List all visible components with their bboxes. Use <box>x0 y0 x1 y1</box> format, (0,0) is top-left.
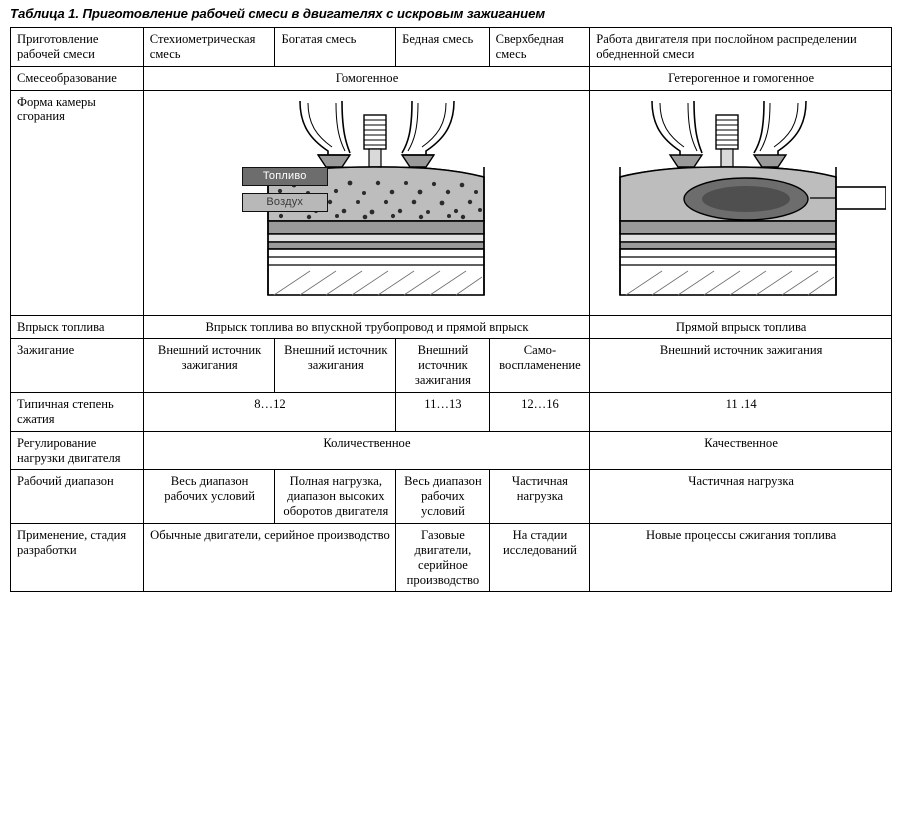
cell-mixing-homogeneous: Гомогенное <box>143 66 589 90</box>
row-label-injection: Впрыск топлива <box>11 315 144 339</box>
table-row-ignition <box>11 339 892 393</box>
row-label-application: Применение, стадия разработки <box>11 524 144 592</box>
cell-application-new-processes: Новые процессы сжигания топлива <box>590 524 892 592</box>
cell-load-quantitative: Количественное <box>143 431 589 470</box>
cell-ignition-stoichiometric: Внешний источник зажигания <box>143 339 275 393</box>
homogeneous-engine-illustration <box>150 95 584 311</box>
header-cell-rowhead: Приготовление рабочей смеси <box>11 28 144 67</box>
mixture-preparation-table <box>10 27 892 592</box>
row-label-ignition: Зажигание <box>11 339 144 393</box>
cell-compression-8-12: 8…12 <box>143 393 395 432</box>
table-row-chamber <box>11 90 892 315</box>
header-cell-lean: Бедная смесь <box>396 28 490 67</box>
cell-compression-11-13: 11…13 <box>396 393 490 432</box>
cell-injection-left: Впрыск топлива во впускной трубопровод и прямой впрыск <box>143 315 589 339</box>
table-row-load <box>11 431 892 470</box>
table-row-application <box>11 524 892 592</box>
cell-range-stratified: Частичная нагрузка <box>590 470 892 524</box>
header-cell-ultra-lean: Сверхбедная смесь <box>489 28 590 67</box>
table-row-range <box>11 470 892 524</box>
header-cell-stratified: Работа двигателя при послойном распределении обедненной смеси <box>590 28 892 67</box>
cell-application-gas-engines: Газовые двигатели, серийное производство <box>396 524 490 592</box>
row-label-chamber: Форма камеры сгорания <box>11 90 144 315</box>
legend-swatch-fuel: Топливо <box>242 167 328 186</box>
spark-plug-icon <box>364 115 386 167</box>
cell-range-lean: Весь диапазон рабочих условий <box>396 470 490 524</box>
cell-ignition-stratified: Внешний источник зажигания <box>590 339 892 393</box>
cell-chamber-stratified-diagram <box>590 90 892 315</box>
header-cell-rich: Богатая смесь <box>275 28 396 67</box>
header-cell-stoichiometric: Стехиометрическая смесь <box>143 28 275 67</box>
cell-chamber-homogeneous-diagram <box>143 90 589 315</box>
cell-range-stoichiometric: Весь диапазон рабочих условий <box>143 470 275 524</box>
cell-ignition-rich: Внешний источник зажигания <box>275 339 396 393</box>
row-label-load: Регулирование нагрузки двигателя <box>11 431 144 470</box>
cell-compression-11-14: 11 .14 <box>590 393 892 432</box>
engine-cross-section-stratified <box>596 95 886 311</box>
cell-range-ultra-lean: Частичная нагрузка <box>489 470 590 524</box>
row-label-range: Рабочий диапазон <box>11 470 144 524</box>
stratified-engine-illustration <box>596 95 886 311</box>
table-row-mixing <box>11 66 892 90</box>
table-row-injection <box>11 315 892 339</box>
cell-mixing-heterogeneous: Гетерогенное и гомогенное <box>590 66 892 90</box>
row-label-mixing: Смесеобразование <box>11 66 144 90</box>
cell-application-research: На стадии исследований <box>489 524 590 592</box>
table-row-compression <box>11 393 892 432</box>
cell-application-conventional: Обычные двигатели, серийное производство <box>143 524 395 592</box>
cell-ignition-ultra-lean: Само-воспламенение <box>489 339 590 393</box>
row-label-compression: Типичная степень сжатия <box>11 393 144 432</box>
table-header-row <box>11 28 892 67</box>
engine-cross-section-homogeneous <box>150 95 584 311</box>
cell-compression-12-16: 12…16 <box>489 393 590 432</box>
legend <box>242 167 328 219</box>
cell-load-qualitative: Качественное <box>590 431 892 470</box>
table-caption: Таблица 1. Приготовление рабочей смеси в двигателях с искровым зажиганием <box>10 6 545 21</box>
cell-ignition-lean: Внешний источник зажигания <box>396 339 490 393</box>
cell-injection-right: Прямой впрыск топлива <box>590 315 892 339</box>
legend-swatch-air: Воздух <box>242 193 328 212</box>
spark-plug-icon-stratified <box>716 115 738 167</box>
cell-range-rich: Полная нагрузка, диапазон высоких оборотов двигателя <box>275 470 396 524</box>
